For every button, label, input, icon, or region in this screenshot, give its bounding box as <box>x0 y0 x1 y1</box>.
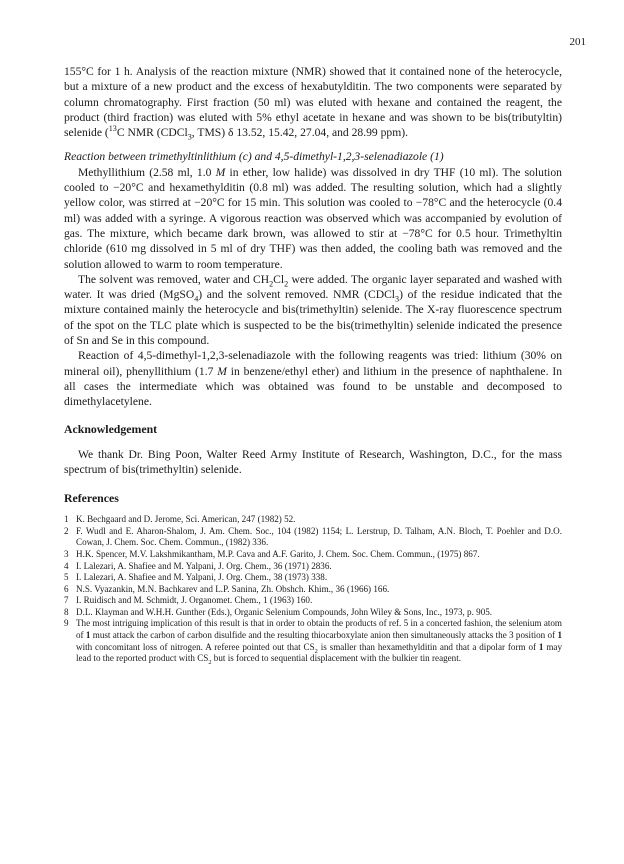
subscript: 2 <box>269 279 274 289</box>
reference-number: 5 <box>64 572 69 583</box>
text-run: C NMR (CDCl <box>116 126 188 140</box>
text-run: must attack the carbon of carbon disulfide and the resulting thiocarboxylate anion then simultaneously attacks the 3 position of <box>90 630 558 641</box>
compound-number: 1 <box>85 630 91 641</box>
text-run: Methyllithium (2.58 ml, 1.0 <box>78 165 216 179</box>
paragraph-reaction-analysis <box>64 64 562 140</box>
paragraph-workup <box>64 272 562 348</box>
reference-number: 9 <box>64 618 69 629</box>
reference-item <box>64 572 562 584</box>
reference-item <box>64 595 562 607</box>
paragraph-methyllithium <box>64 165 562 272</box>
subscript: 2 <box>314 647 318 655</box>
reference-item <box>64 549 562 561</box>
molar-unit: M <box>217 364 227 378</box>
reference-list <box>64 514 562 665</box>
text-run: ) and the solvent removed. NMR (CDCl <box>198 288 396 302</box>
text-run: may lead to the reported product with CS <box>76 641 562 664</box>
reference-number: 3 <box>64 548 69 559</box>
subscript: 2 <box>284 279 289 289</box>
text-run: , TMS) δ 13.52, 15.42, 27.04, and 28.99 ppm). <box>191 126 408 140</box>
subscript: 4 <box>194 294 199 304</box>
subscript: 3 <box>187 132 192 142</box>
acknowledgement-heading: Acknowledgement <box>64 421 158 436</box>
reference-text: I. Ruidisch and M. Schmidt, J. Organomet. Chem., 1 (1963) 160. <box>76 595 313 606</box>
compound-number: 1 <box>538 641 544 652</box>
text-run: were added. The organic layer separated and washed with water. It was dried (MgSO <box>64 272 562 302</box>
reference-item <box>64 607 562 619</box>
reference-text: K. Bechgaard and D. Jerome, Sci. American, 247 (1982) 52. <box>76 514 296 525</box>
text-run: The solvent was removed, water and CH <box>78 272 270 286</box>
section-title: Reaction between trimethyltinlithium (c) and 4,5-dimethyl-1,2,3-selenadiazole (1) <box>64 150 444 164</box>
reference-text: D.L. Klayman and W.H.H. Gunther (Eds.), Organic Selenium Compounds, John Wiley & Sons, Inc., 1973, p. 905. <box>76 606 493 617</box>
text-run: is smaller than hexamethylditin and that a dipolar form of <box>317 641 539 652</box>
text-run: in ether, low halide) was dissolved in dry THF (10 ml). The solution cooled to −20°C and hexamethylditin (0.8 ml) was added. The resulting solution, which had a slightly yellow color, was stirred at −20°C for 15 min. This solution was cooled to −78°C and the heterocycle (0.4 ml) was added with a syringe. A vigorous reaction was observed which was accompanied by evolution of gas. The mixture, which became dark brown, was allowed to stir at −78°C for 0.5 hour. Trimethyltin chloride (610 mg dissolved in 5 ml of dry THF) was then added, the cooling bath was removed and the solution allowed to warm to room temperature. <box>64 165 562 271</box>
text-run: in benzene/ethyl ether) and lithium in the presence of naphthalene. In all cases the intermediate which was obtained was found to be unstable and decomposed to dimethylacetylene. <box>64 364 562 409</box>
text-run: 155°C for 1 h. Analysis of the reaction mixture (NMR) showed that it contained none of the heterocycle, but a mixture of a new product and the excess of hexabutylditin. The two components were separated by column chromatography. First fraction (50 ml) was eluted with hexane and contained the reagent, the product (third fraction) was eluted with 5% ethyl acetate in hexane and was shown to be bis(tributyltin) selenide ( <box>64 65 562 140</box>
text-run: Reaction of 4,5-dimethyl-1,2,3-selenadiazole with the following reagents was tried: lithium (30% on mineral oil), phenyllithium (1.7 <box>64 349 562 378</box>
page-body <box>64 64 562 665</box>
reference-text: N.S. Vyazankin, M.N. Bachkarev and L.P. Sanina, Zh. Obshch. Khim., 36 (1966) 166. <box>76 583 390 594</box>
reference-item <box>64 618 562 667</box>
reference-text: I. Lalezari, A. Shafiee and M. Yalpani, J. Org. Chem., 38 (1973) 338. <box>76 572 328 583</box>
compound-number: 1 <box>557 630 562 641</box>
reference-text: I. Lalezari, A. Shafiee and M. Yalpani, J. Org. Chem., 36 (1971) 2836. <box>76 560 332 571</box>
text-run: ) of the residue indicated that the mixture contained mainly the heterocycle and bis(trimethyltin) selenide. The X-ray fluorescence spectrum of the spot on the TLC plate which is suspected to be the bis(trimethyltin) selenide indicated the presence of Sn and Se in this compound. <box>64 288 562 348</box>
subscript: 2 <box>208 659 212 667</box>
text-run: The most intriguing implication of this result is that in order to obtain the products of ref. 5 in a concerted fashion, the selenium atom of <box>76 618 562 641</box>
text-run: but is forced to sequential displacement with the bulkier tin reagent. <box>211 653 462 664</box>
reference-text: F. Wudl and E. Aharon-Shalom, J. Am. Chem. Soc., 104 (1982) 1154; L. Lerstrup, D. Talham, A.N. Bloch, T. Poehler and D.O. Cowan, J. Chem. Soc. Chem. Commun., (1982) 336. <box>76 525 562 548</box>
reference-item <box>64 514 562 526</box>
reference-number: 7 <box>64 595 69 606</box>
reference-item <box>64 584 562 596</box>
reference-number: 4 <box>64 560 69 571</box>
acknowledgement-text: We thank Dr. Bing Poon, Walter Reed Army Institute of Research, Washington, D.C., for the mass spectrum of bis(trimethyltin) selenide. <box>64 447 562 476</box>
subscript: 3 <box>395 294 400 304</box>
paragraph-other-reagents <box>64 348 562 409</box>
reference-number: 6 <box>64 583 69 594</box>
text-run: with concomitant loss of nitrogen. A referee pointed out that CS <box>76 641 315 652</box>
page-number: 201 <box>569 36 586 48</box>
reference-number: 2 <box>64 525 69 536</box>
molar-unit: M <box>215 165 226 179</box>
reference-text <box>76 618 562 667</box>
superscript: 13 <box>108 124 117 134</box>
reference-item <box>64 526 562 549</box>
reference-number: 8 <box>64 606 69 617</box>
reference-item <box>64 561 562 573</box>
references-heading: References <box>64 491 119 506</box>
text-run: Cl <box>273 272 285 286</box>
reference-number: 1 <box>64 514 69 525</box>
reference-text: H.K. Spencer, M.V. Lakshmikantham, M.P. Cava and A.F. Garito, J. Chem. Soc. Chem. Commun., (1975) 867. <box>76 548 480 559</box>
